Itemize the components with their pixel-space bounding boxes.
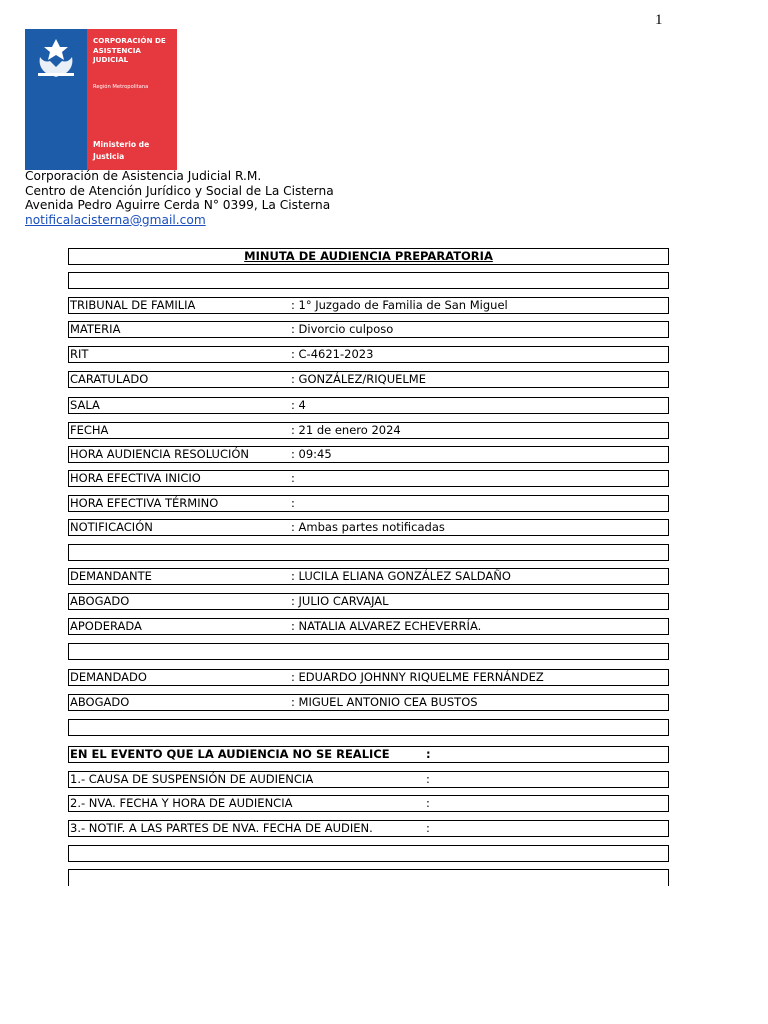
row-label: NOTIFICACIÓN <box>70 520 153 534</box>
row-value: : 09:45 <box>291 447 332 461</box>
row-apoderada <box>68 618 669 635</box>
event-header: EN EL EVENTO QUE LA AUDIENCIA NO SE REALICE <box>70 747 390 761</box>
row-label: FECHA <box>70 423 109 437</box>
row-value: : <box>291 471 295 485</box>
logo-org-name: CORPORACIÓN DE ASISTENCIA JUDICIAL <box>93 36 166 64</box>
row-label: ABOGADO <box>70 594 130 608</box>
row-label: APODERADA <box>70 619 142 633</box>
row-value: : Divorcio culposo <box>291 322 394 336</box>
logo-ministry: Ministerio de Justicia <box>93 140 150 161</box>
row-value: : C-4621-2023 <box>291 347 374 361</box>
row-value: : <box>291 496 295 510</box>
row-label: ABOGADO <box>70 695 130 709</box>
row-demandado <box>68 669 669 686</box>
form-title-row <box>68 248 669 265</box>
row-value: : MIGUEL ANTONIO CEA BUSTOS <box>291 695 478 709</box>
blank-row <box>68 869 669 886</box>
logo-blue-panel <box>25 29 87 170</box>
blank-row <box>68 845 669 862</box>
row-label: 3.- NOTIF. A LAS PARTES DE NVA. FECHA DE AUDIEN. <box>70 821 373 835</box>
blank-row <box>68 544 669 561</box>
row-label: HORA EFECTIVA INICIO <box>70 471 201 485</box>
row-value: : EDUARDO JOHNNY RIQUELME FERNÁNDEZ <box>291 670 544 684</box>
logo-red-panel <box>87 29 177 170</box>
row-hora-inicio <box>68 470 669 487</box>
row-label: RIT <box>70 347 89 361</box>
blank-row <box>68 643 669 660</box>
row-label: TRIBUNAL DE FAMILIA <box>70 298 196 312</box>
row-value: : Ambas partes notificadas <box>291 520 445 534</box>
org-address: Avenida Pedro Aguirre Cerda N° 0399, La Cisterna <box>25 198 331 213</box>
org-name: Corporación de Asistencia Judicial R.M. <box>25 169 262 183</box>
event-header-colon: : <box>426 747 431 761</box>
row-label: HORA EFECTIVA TÉRMINO <box>70 496 219 510</box>
row-value: : 4 <box>291 398 306 412</box>
row-label: DEMANDANTE <box>70 569 152 583</box>
row-value: : 1° Juzgado de Familia de San Miguel <box>291 298 508 312</box>
logo-region: Región Metropolitana <box>93 84 149 90</box>
row-abogado-demandado <box>68 694 669 711</box>
row-abogado-demandante <box>68 593 669 610</box>
organization-header <box>25 169 334 227</box>
page-number: 1 <box>655 12 663 28</box>
row-hora-audiencia <box>68 446 669 463</box>
coat-of-arms-icon <box>32 37 80 79</box>
form-title: MINUTA DE AUDIENCIA PREPARATORIA <box>244 249 493 263</box>
row-tribunal <box>68 297 669 314</box>
row-sala <box>68 397 669 414</box>
row-demandante <box>68 568 669 585</box>
blank-row <box>68 272 669 289</box>
blank-row <box>68 719 669 736</box>
row-label: 2.- NVA. FECHA Y HORA DE AUDIENCIA <box>70 796 293 810</box>
row-rit <box>68 346 669 363</box>
row-label: DEMANDADO <box>70 670 147 684</box>
row-materia <box>68 321 669 338</box>
row-value: : <box>426 772 430 786</box>
row-label: 1.- CAUSA DE SUSPENSIÓN DE AUDIENCIA <box>70 772 314 786</box>
org-email-link[interactable]: notificalacisterna@gmail.com <box>25 212 206 227</box>
row-label: MATERIA <box>70 322 121 336</box>
row-fecha <box>68 422 669 439</box>
row-label: HORA AUDIENCIA RESOLUCIÓN <box>70 447 250 461</box>
row-notificacion <box>68 519 669 536</box>
row-value: : NATALIA ALVAREZ ECHEVERRÍA. <box>291 619 482 633</box>
row-label: CARATULADO <box>70 372 149 386</box>
org-center: Centro de Atención Jurídico y Social de La Cisterna <box>25 183 334 198</box>
row-value: : GONZÁLEZ/RIQUELME <box>291 372 426 386</box>
row-hora-termino <box>68 495 669 512</box>
row-value: : 21 de enero 2024 <box>291 423 401 437</box>
event-row-new-date <box>68 795 669 812</box>
row-caratulado <box>68 371 669 388</box>
row-value: : JULIO CARVAJAL <box>291 594 389 608</box>
row-value: : <box>426 821 430 835</box>
row-value: : <box>426 796 430 810</box>
row-value: : LUCILA ELIANA GONZÁLEZ SALDAÑO <box>291 569 511 583</box>
event-row-suspension <box>68 771 669 788</box>
institution-logo <box>25 29 177 170</box>
event-header-row <box>68 746 669 763</box>
event-row-notification <box>68 820 669 837</box>
row-label: SALA <box>70 398 100 412</box>
